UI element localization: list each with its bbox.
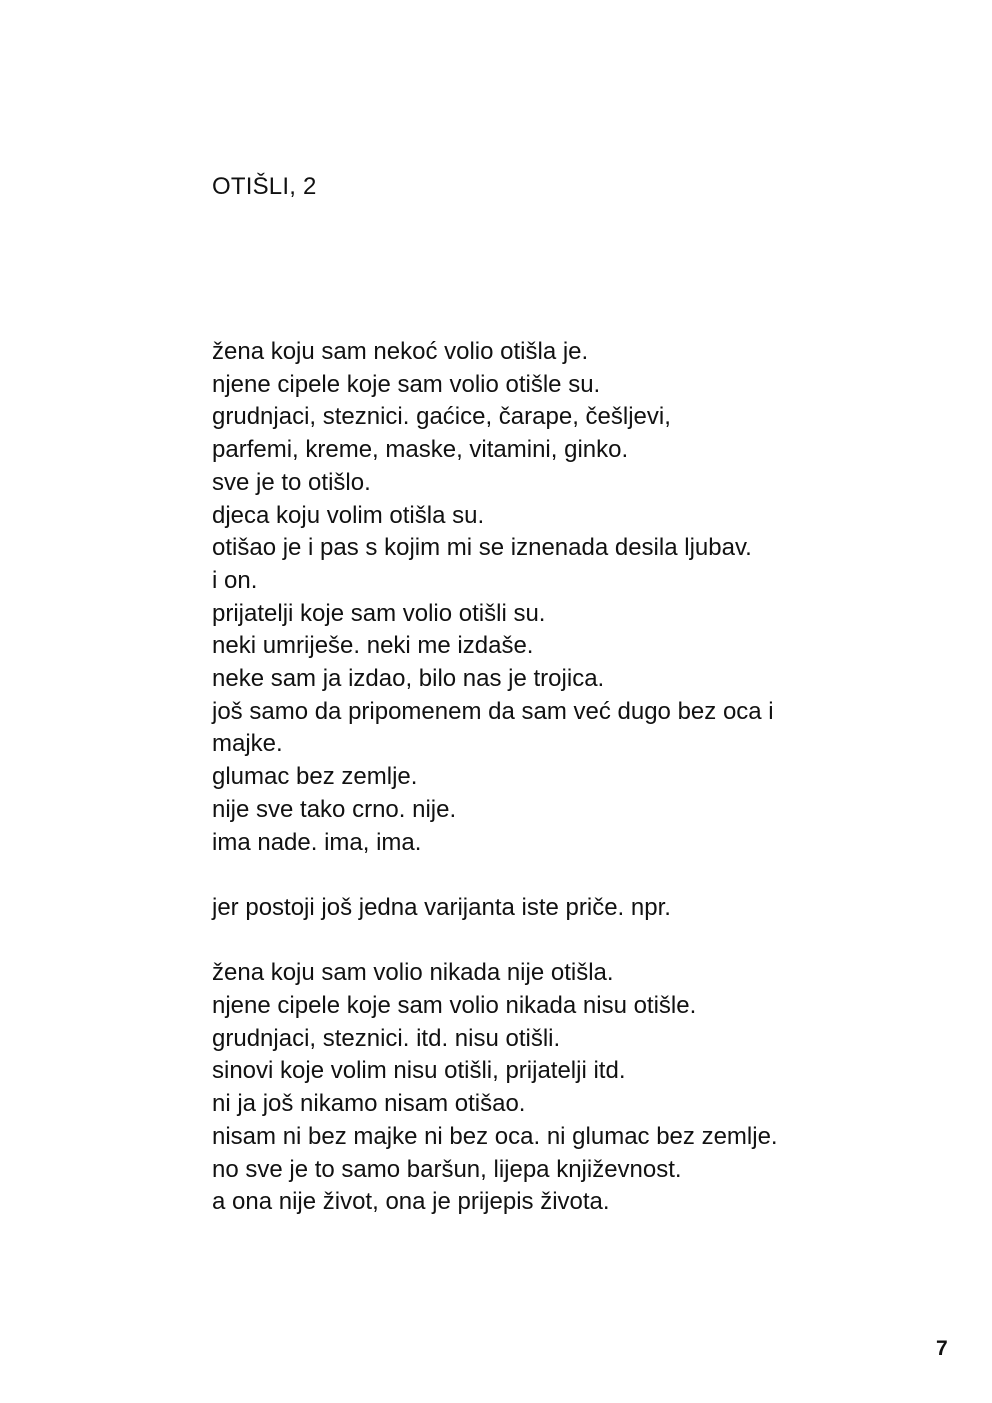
poem-line: djeca koju volim otišla su. bbox=[212, 501, 485, 529]
poem-line: grudnjaci, steznici. gaćice, čarape, češljevi, bbox=[212, 403, 671, 431]
poem-body bbox=[212, 336, 912, 1219]
poem-line: i on. bbox=[212, 566, 258, 594]
poem-line: a ona nije život, ona je prijepis života. bbox=[212, 1188, 610, 1216]
poem-line: sinovi koje volim nisu otišli, prijatelji itd. bbox=[212, 1057, 626, 1085]
poem-line: žena koju sam nekoć volio otišla je. bbox=[212, 338, 589, 365]
poem-line: grudnjaci, steznici. itd. nisu otišli. bbox=[212, 1024, 561, 1052]
poem-line: parfemi, kreme, maske, vitamini, ginko. bbox=[212, 436, 629, 464]
poem-line: otišao je i pas s kojim mi se iznenada desila ljubav. bbox=[212, 534, 752, 562]
poem-line: neke sam ja izdao, bilo nas je trojica. bbox=[212, 665, 605, 693]
stanza bbox=[212, 892, 912, 925]
poem-line: njene cipele koje sam volio nikada nisu otišle. bbox=[212, 992, 697, 1020]
poem-line: nisam ni bez majke ni bez oca. ni glumac bez zemlje. bbox=[212, 1122, 778, 1150]
stanza bbox=[212, 336, 912, 859]
poem-line: sve je to otišlo. bbox=[212, 468, 371, 496]
poem-line: no sve je to samo baršun, lijepa književnost. bbox=[212, 1155, 682, 1183]
poem-line: ima nade. ima, ima. bbox=[212, 828, 422, 856]
poem-line: ni ja još nikamo nisam otišao. bbox=[212, 1090, 526, 1118]
poem-line: jer postoji još jedna varijanta iste priče. npr. bbox=[212, 893, 671, 921]
poem-line: glumac bez zemlje. bbox=[212, 763, 418, 791]
poem-line: njene cipele koje sam volio otišle su. bbox=[212, 370, 601, 398]
poem-title: OTIŠLI, 2 bbox=[212, 173, 317, 200]
poem-line: žena koju sam volio nikada nije otišla. bbox=[212, 959, 614, 987]
stanza bbox=[212, 957, 912, 1219]
poem-line: neki umriješe. neki me izdaše. bbox=[212, 632, 534, 660]
poem-line: majke. bbox=[212, 730, 283, 758]
page-number: 7 bbox=[936, 1337, 948, 1360]
poem-line: još samo da pripomenem da sam već dugo bez oca i bbox=[212, 697, 774, 725]
poem-line: prijatelji koje sam volio otišli su. bbox=[212, 599, 546, 627]
poem-line: nije sve tako crno. nije. bbox=[212, 795, 457, 823]
